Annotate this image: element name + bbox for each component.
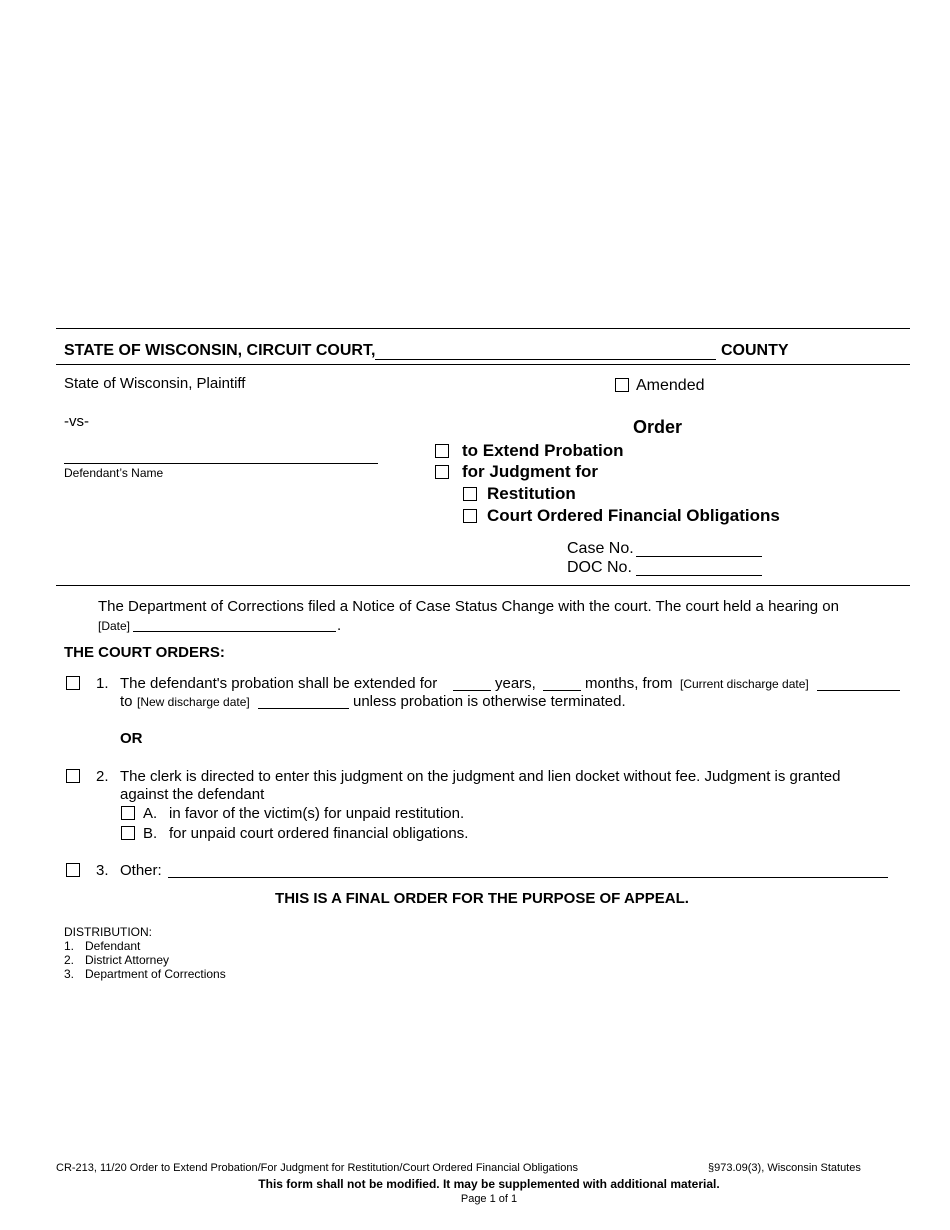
order-2-checkbox[interactable] xyxy=(66,769,80,783)
caption-bottom-rule xyxy=(56,585,910,586)
defendant-name-field[interactable] xyxy=(64,463,378,464)
footer-statute: §973.09(3), Wisconsin Statutes xyxy=(708,1162,861,1174)
distribution-item-1: Defendant xyxy=(85,939,141,953)
footer-page: Page 1 of 1 xyxy=(460,1193,518,1205)
vs-label: -vs- xyxy=(64,413,89,430)
current-discharge-field[interactable] xyxy=(817,690,900,691)
or-label: OR xyxy=(120,730,143,747)
other-label: Other: xyxy=(120,862,162,879)
restitution-label: Restitution xyxy=(487,484,576,503)
order-2-number: 2. xyxy=(96,768,109,785)
distribution-item-2: District Attorney xyxy=(85,953,170,967)
intro-text: The Department of Corrections filed a Notice of Case Status Change with the court. The court held a hearing on xyxy=(98,598,839,615)
distribution-num-2: 2. xyxy=(64,953,75,967)
months-field[interactable] xyxy=(543,690,581,691)
order-1-number: 1. xyxy=(96,675,109,692)
order-1-checkbox[interactable] xyxy=(66,676,80,690)
judgment-checkbox[interactable] xyxy=(435,465,449,479)
extend-probation-label: to Extend Probation xyxy=(462,441,624,460)
years-label: years, xyxy=(495,675,536,692)
distribution-heading: DISTRIBUTION: xyxy=(64,925,153,939)
extend-probation-checkbox[interactable] xyxy=(435,444,449,458)
distribution-num-3: 3. xyxy=(64,967,75,981)
restitution-checkbox[interactable] xyxy=(463,487,477,501)
case-no-field[interactable] xyxy=(636,556,762,557)
order-2a-letter: A. xyxy=(143,805,158,822)
order-3-number: 3. xyxy=(96,862,109,879)
top-rule xyxy=(56,328,910,329)
order-1-text: The defendant's probation shall be extended for xyxy=(120,675,438,692)
footer-form-id: CR-213, 11/20 Order to Extend Probation/For Judgment for Restitution/Court Ordered Financial Obligations xyxy=(56,1162,578,1174)
hearing-date-field[interactable] xyxy=(133,631,336,632)
county-field[interactable] xyxy=(375,359,716,360)
new-discharge-field[interactable] xyxy=(258,708,349,709)
plaintiff-label: State of Wisconsin, Plaintiff xyxy=(64,375,246,392)
doc-no-field[interactable] xyxy=(636,575,762,576)
distribution-item-3: Department of Corrections xyxy=(85,967,226,981)
case-no-label: Case No. xyxy=(567,540,634,557)
order-2a-text: in favor of the victim(s) for unpaid restitution. xyxy=(169,805,465,822)
unless-text: unless probation is otherwise terminated. xyxy=(353,693,626,710)
order-2b-text: for unpaid court ordered financial obligations. xyxy=(169,825,469,842)
court-heading: STATE OF WISCONSIN, CIRCUIT COURT, xyxy=(64,342,376,359)
obligations-checkbox[interactable] xyxy=(463,509,477,523)
order-2-line2: against the defendant xyxy=(120,786,265,803)
years-field[interactable] xyxy=(453,690,491,691)
other-field[interactable] xyxy=(168,877,888,878)
order-2-line1: The clerk is directed to enter this judgment on the judgment and lien docket without fee. Judgment is granted xyxy=(120,768,841,785)
doc-no-label: DOC No. xyxy=(567,559,632,576)
distribution-num-1: 1. xyxy=(64,939,75,953)
order-2b-letter: B. xyxy=(143,825,158,842)
new-discharge-label: [New discharge date] xyxy=(137,695,250,709)
judgment-label: for Judgment for xyxy=(462,462,598,481)
order-2b-checkbox[interactable] xyxy=(121,826,135,840)
order-2a-checkbox[interactable] xyxy=(121,806,135,820)
defendant-name-label: Defendant’s Name xyxy=(64,466,164,480)
obligations-label: Court Ordered Financial Obligations xyxy=(487,506,780,525)
amended-checkbox[interactable] xyxy=(615,378,629,392)
current-discharge-label: [Current discharge date] xyxy=(680,677,809,691)
footer-notice: This form shall not be modified. It may be supplemented with additional material. xyxy=(258,1177,720,1191)
header-bottom-rule xyxy=(56,364,910,365)
order-title: Order xyxy=(633,417,683,437)
intro-period: . xyxy=(337,617,342,634)
date-label: [Date] xyxy=(98,619,131,633)
final-order-notice: THIS IS A FINAL ORDER FOR THE PURPOSE OF APPEAL. xyxy=(275,890,689,907)
county-label: COUNTY xyxy=(721,342,789,359)
court-orders-heading: THE COURT ORDERS: xyxy=(64,644,225,661)
order-3-checkbox[interactable] xyxy=(66,863,80,877)
amended-label: Amended xyxy=(636,377,705,394)
months-label: months, from xyxy=(585,675,673,692)
to-label: to xyxy=(120,693,133,710)
